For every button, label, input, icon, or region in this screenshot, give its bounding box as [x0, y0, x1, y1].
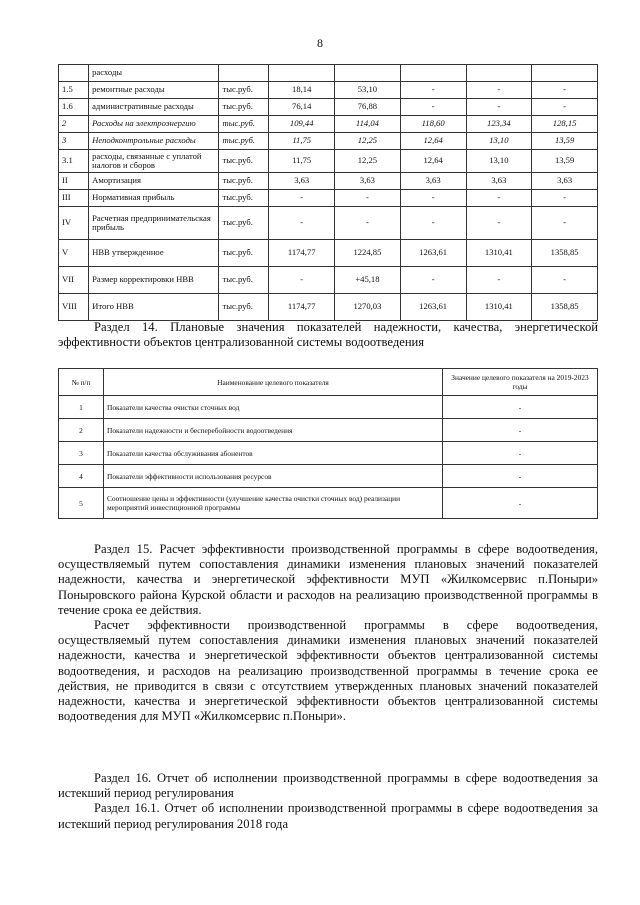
table-row	[59, 150, 598, 173]
section-14-heading: Раздел 14. Плановые значения показателей надежности, качества, энергетической эффективности объектов централизованной системы водоотведения	[58, 320, 598, 350]
row-value: 76,88	[335, 99, 401, 116]
row-value: 118,60	[400, 116, 466, 133]
section-15-paragraph-2: Расчет эффективности производственной программы в сфере водоотведения, осуществляемый путем сопоставления динамики изменения плановых значений показателей надежности, качества и энергетической эффективности объектов централизованной системы водоотведения, и расходов на реализацию производственной программы в течение срока ее действия, не приводится в связи с отсутствием утвержденных плановых значений показателей надежности, качества и энергетической эффективности объектов централизованной системы водоотведения для МУП «Жилкомсервис п.Поныри».	[58, 618, 598, 724]
section-16-paragraph-2: Раздел 16.1. Отчет об исполнении производственной программы в сфере водоотведения за истекший период регулирования 2018 года	[58, 801, 598, 831]
row-value: -	[532, 267, 598, 294]
row-indicator-name: Соотношение цены и эффективности (улучшение качества очистки сточных вод) реализации мероприятий инвестиционной программы	[104, 488, 443, 519]
row-name: административные расходы	[89, 99, 219, 116]
row-value: -	[532, 99, 598, 116]
row-code: VII	[59, 267, 89, 294]
row-unit: тыс.руб.	[219, 240, 269, 267]
row-value: -	[269, 207, 335, 240]
row-value: 12,64	[400, 133, 466, 150]
row-value: -	[400, 207, 466, 240]
page-number: 8	[317, 36, 323, 50]
row-value: -	[269, 190, 335, 207]
row-code: II	[59, 173, 89, 190]
row-value	[466, 65, 532, 82]
table-row	[59, 173, 598, 190]
row-value: 1263,61	[400, 240, 466, 267]
row-unit: тыс.руб.	[219, 207, 269, 240]
table-row	[59, 190, 598, 207]
row-value: 12,64	[400, 150, 466, 173]
row-value: 109,44	[269, 116, 335, 133]
row-value: -	[532, 190, 598, 207]
row-value: 76,14	[269, 99, 335, 116]
header-indicator-name: Наименование целевого показателя	[104, 369, 443, 396]
table-row	[59, 465, 598, 488]
row-number: 5	[59, 488, 104, 519]
row-unit: тыс.руб.	[219, 267, 269, 294]
row-value: 3,63	[532, 173, 598, 190]
table-row	[59, 240, 598, 267]
row-value: -	[335, 190, 401, 207]
row-code: 3.1	[59, 150, 89, 173]
row-value: 1224,85	[335, 240, 401, 267]
header-indicator-value: Значение целевого показателя на 2019-2023 годы	[443, 369, 598, 396]
row-value: 1174,77	[269, 294, 335, 321]
row-value: 11,75	[269, 133, 335, 150]
section-15	[58, 542, 598, 724]
row-value: 53,10	[335, 82, 401, 99]
row-value	[269, 65, 335, 82]
row-value: -	[466, 190, 532, 207]
row-name: Амортизация	[89, 173, 219, 190]
table-row	[59, 207, 598, 240]
row-name: Размер корректировки НВВ	[89, 267, 219, 294]
row-value: 1358,85	[532, 240, 598, 267]
table-row	[59, 396, 598, 419]
row-indicator-value: -	[443, 396, 598, 419]
table-row	[59, 99, 598, 116]
row-name: Расходы на электроэнергию	[89, 116, 219, 133]
row-value: 11,75	[269, 150, 335, 173]
row-name: расходы, связанные с уплатой налогов и сборов	[89, 150, 219, 173]
row-unit: тыс.руб.	[219, 294, 269, 321]
row-value: 12,25	[335, 133, 401, 150]
row-code: III	[59, 190, 89, 207]
table-row	[59, 82, 598, 99]
row-number: 1	[59, 396, 104, 419]
row-indicator-name: Показатели качества обслуживания абонентов	[104, 442, 443, 465]
row-value: -	[400, 82, 466, 99]
row-value: 1310,41	[466, 240, 532, 267]
row-code: VIII	[59, 294, 89, 321]
row-value: -	[400, 267, 466, 294]
row-value: 3,63	[335, 173, 401, 190]
row-unit: тыс.руб.	[219, 99, 269, 116]
row-value: 3,63	[269, 173, 335, 190]
row-unit	[219, 65, 269, 82]
row-code: 1.6	[59, 99, 89, 116]
row-value: 114,04	[335, 116, 401, 133]
row-name: Нормативная прибыль	[89, 190, 219, 207]
row-indicator-value: -	[443, 442, 598, 465]
row-name: расходы	[89, 65, 219, 82]
table-row	[59, 442, 598, 465]
row-indicator-value: -	[443, 488, 598, 519]
row-value: -	[466, 267, 532, 294]
row-value	[400, 65, 466, 82]
row-value	[532, 65, 598, 82]
table-row	[59, 65, 598, 82]
row-indicator-value: -	[443, 419, 598, 442]
expenses-table	[58, 64, 598, 321]
row-value: +45,18	[335, 267, 401, 294]
row-code	[59, 65, 89, 82]
row-value: 1174,77	[269, 240, 335, 267]
row-unit: тыс.руб.	[219, 133, 269, 150]
row-name: Итого НВВ	[89, 294, 219, 321]
row-value: 13,10	[466, 150, 532, 173]
row-value: 13,59	[532, 150, 598, 173]
row-value: 3,63	[466, 173, 532, 190]
row-value: 128,15	[532, 116, 598, 133]
target-indicators-table	[58, 368, 598, 519]
row-value: 3,63	[400, 173, 466, 190]
row-value: -	[532, 207, 598, 240]
row-value: -	[466, 207, 532, 240]
row-value: -	[466, 82, 532, 99]
row-indicator-name: Показатели качества очистки сточных вод	[104, 396, 443, 419]
table-row	[59, 116, 598, 133]
row-name: Неподконтрольные расходы	[89, 133, 219, 150]
row-value: 123,34	[466, 116, 532, 133]
row-value: -	[335, 207, 401, 240]
row-name: НВВ утвержденное	[89, 240, 219, 267]
row-number: 3	[59, 442, 104, 465]
row-value: 18,14	[269, 82, 335, 99]
row-name: Расчетная предпринимательская прибыль	[89, 207, 219, 240]
row-value: -	[269, 267, 335, 294]
row-value: -	[532, 82, 598, 99]
row-indicator-name: Показатели эффективности использования ресурсов	[104, 465, 443, 488]
table-row	[59, 294, 598, 321]
row-unit: тыс.руб.	[219, 150, 269, 173]
row-code: IV	[59, 207, 89, 240]
table-header-row	[59, 369, 598, 396]
row-value: 12,25	[335, 150, 401, 173]
row-code: 2	[59, 116, 89, 133]
row-indicator-value: -	[443, 465, 598, 488]
row-unit: тыс.руб.	[219, 82, 269, 99]
row-number: 4	[59, 465, 104, 488]
row-value: -	[466, 99, 532, 116]
row-value: -	[400, 99, 466, 116]
row-value: -	[400, 190, 466, 207]
row-name: ремонтные расходы	[89, 82, 219, 99]
table-row	[59, 133, 598, 150]
row-number: 2	[59, 419, 104, 442]
section-16	[58, 771, 598, 832]
header-number: № п/п	[59, 369, 104, 396]
row-code: 1.5	[59, 82, 89, 99]
row-value: 1358,85	[532, 294, 598, 321]
row-unit: тыс.руб.	[219, 190, 269, 207]
row-value: 1263,61	[400, 294, 466, 321]
row-unit: тыс.руб.	[219, 173, 269, 190]
row-value: 1270,03	[335, 294, 401, 321]
section-16-paragraph-1: Раздел 16. Отчет об исполнении производственной программы в сфере водоотведения за истекший период регулирования	[58, 771, 598, 801]
row-value: 13,59	[532, 133, 598, 150]
row-value: 13,10	[466, 133, 532, 150]
row-code: V	[59, 240, 89, 267]
section-15-paragraph-1: Раздел 15. Расчет эффективности производственной программы в сфере водоотведения, осуществляемый путем сопоставления динамики изменения плановых значений показателей надежности, качества и энергетической эффективности МУП «Жилкомсервис п.Поныри» Поныровского района Курской области и расходов на реализацию производственной программы в течение срока ее действия.	[58, 542, 598, 617]
table-row	[59, 419, 598, 442]
table-row	[59, 488, 598, 519]
row-value	[335, 65, 401, 82]
row-indicator-name: Показатели надежности и бесперебойности водоотведения	[104, 419, 443, 442]
row-value: 1310,41	[466, 294, 532, 321]
row-code: 3	[59, 133, 89, 150]
table-row	[59, 267, 598, 294]
row-unit: тыс.руб.	[219, 116, 269, 133]
